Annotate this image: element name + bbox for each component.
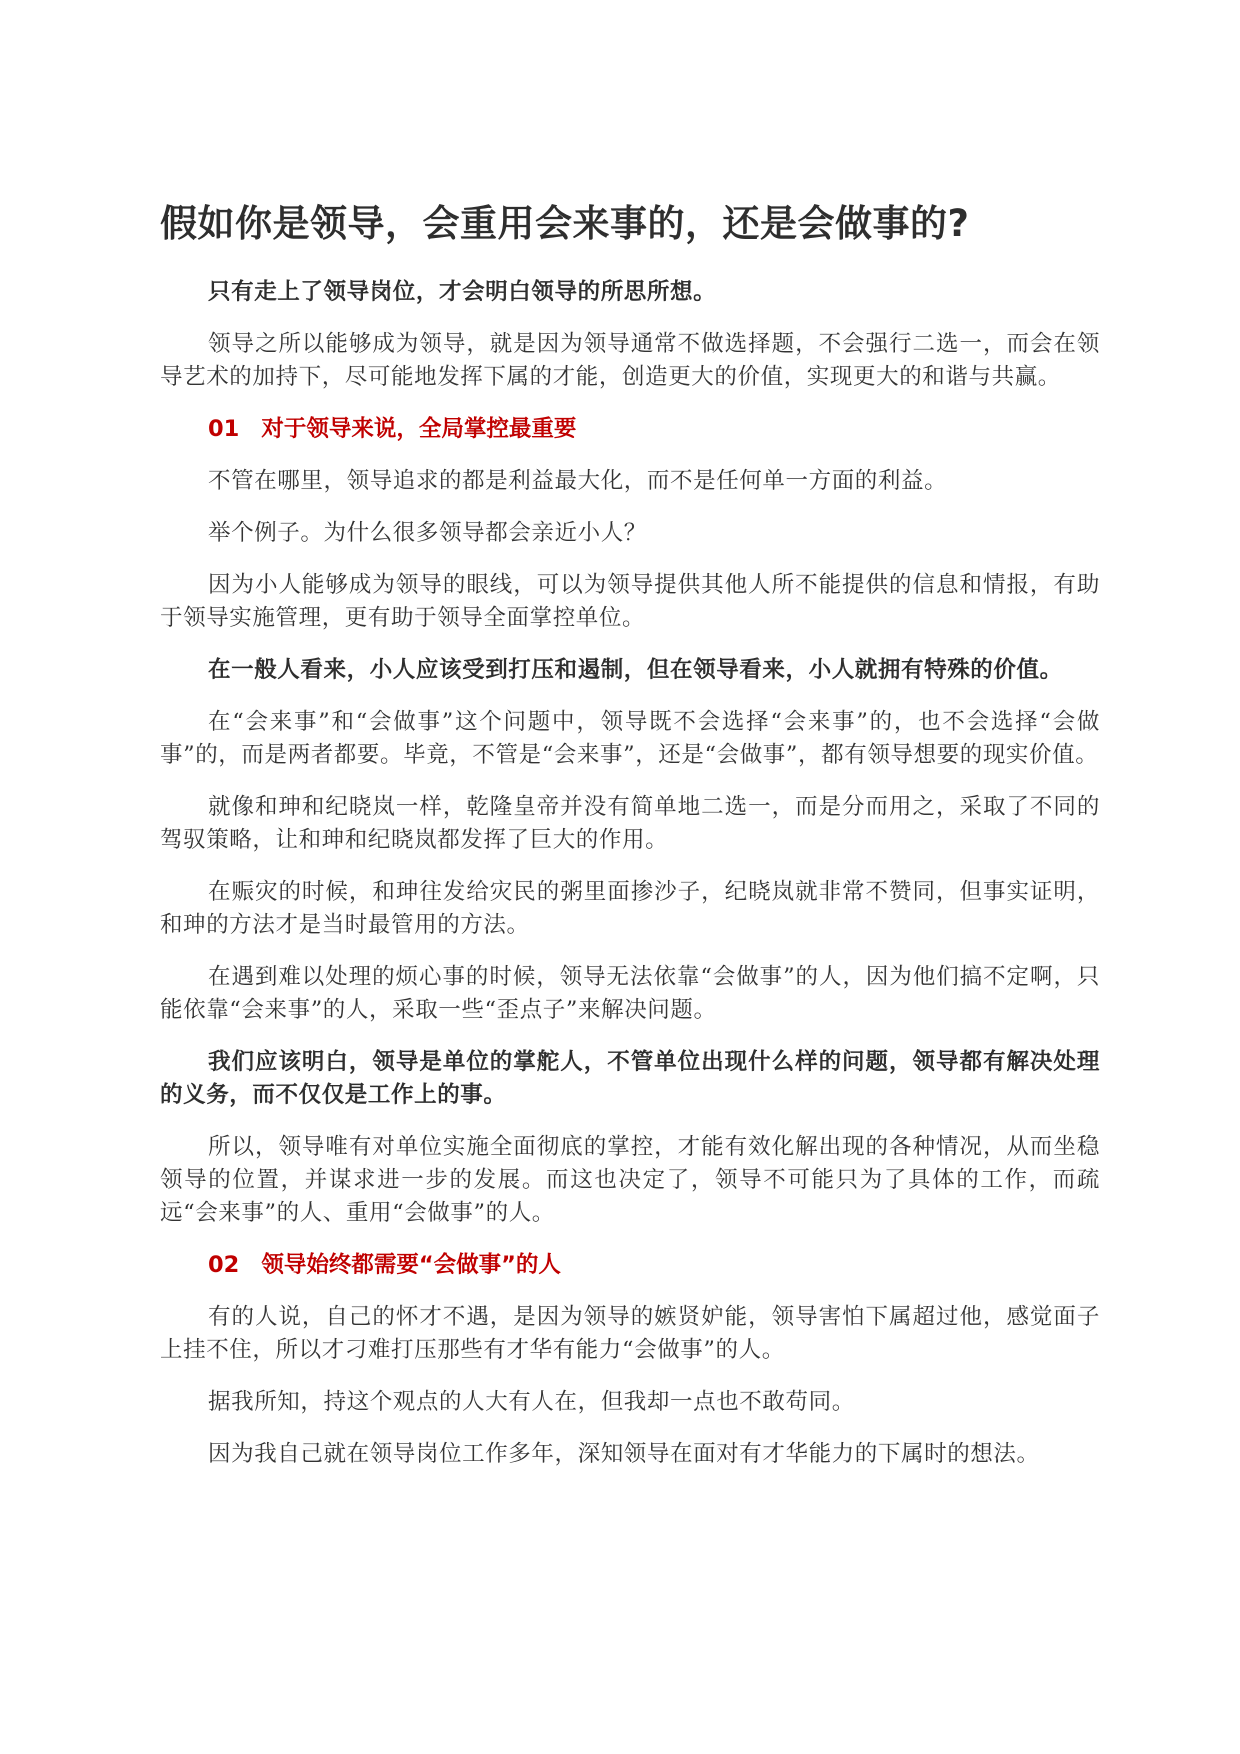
section-heading-text: 领导始终都需要“会做事”的人 bbox=[261, 1252, 561, 1278]
paragraph: 有的人说，自己的怀才不遇，是因为领导的嫉贤妒能，领导害怕下属超过他，感觉面子上挂不住，所以才刁难打压那些有才华有能力“会做事”的人。 bbox=[160, 1304, 1100, 1363]
section-heading-01 bbox=[160, 413, 1100, 446]
intro-paragraph: 领导之所以能够成为领导，就是因为领导通常不做选择题，不会强行二选一，而会在领导艺术的加持下，尽可能地发挥下属的才能，创造更大的价值，实现更大的和谐与共赢。 bbox=[160, 331, 1100, 390]
paragraph: 在“会来事”和“会做事”这个问题中，领导既不会选择“会来事”的，也不会选择“会做事”的，而是两者都要。毕竟，不管是“会来事”，还是“会做事”，都有领导想要的现实价值。 bbox=[160, 709, 1100, 768]
article bbox=[160, 200, 1100, 1490]
paragraph: 不管在哪里，领导追求的都是利益最大化，而不是任何单一方面的利益。 bbox=[208, 468, 948, 494]
section-heading-text: 对于领导来说，全局掌控最重要 bbox=[261, 416, 577, 442]
section-number: 02 bbox=[208, 1252, 240, 1278]
paragraph: 就像和珅和纪晓岚一样，乾隆皇帝并没有简单地二选一，而是分而用之，采取了不同的驾驭策略，让和珅和纪晓岚都发挥了巨大的作用。 bbox=[160, 794, 1100, 853]
paragraph: 举个例子。为什么很多领导都会亲近小人？ bbox=[208, 520, 647, 546]
paragraph: 所以，领导唯有对单位实施全面彻底的掌控，才能有效化解出现的各种情况，从而坐稳领导的位置，并谋求进一步的发展。而这也决定了，领导不可能只为了具体的工作，而疏远“会来事”的人、重用“会做事”的人。 bbox=[160, 1134, 1100, 1226]
paragraph: 据我所知，持这个观点的人大有人在，但我却一点也不敢苟同。 bbox=[208, 1389, 855, 1415]
article-title: 假如你是领导，会重用会来事的，还是会做事的? bbox=[160, 202, 970, 245]
bold-paragraph: 我们应该明白，领导是单位的掌舵人，不管单位出现什么样的问题，领导都有解决处理的义务，而不仅仅是工作上的事。 bbox=[160, 1049, 1100, 1108]
bold-paragraph: 在一般人看来，小人应该受到打压和遏制，但在领导看来，小人就拥有特殊的价值。 bbox=[208, 657, 1063, 683]
paragraph: 因为小人能够成为领导的眼线，可以为领导提供其他人所不能提供的信息和情报，有助于领导实施管理，更有助于领导全面掌控单位。 bbox=[160, 572, 1100, 631]
section-number: 01 bbox=[208, 416, 240, 442]
section-heading-02 bbox=[160, 1249, 1100, 1282]
paragraph: 因为我自己就在领导岗位工作多年，深知领导在面对有才华能力的下属时的想法。 bbox=[208, 1441, 1040, 1467]
paragraph: 在赈灾的时候，和珅往发给灾民的粥里面掺沙子，纪晓岚就非常不赞同，但事实证明，和珅的方法才是当时最管用的方法。 bbox=[160, 879, 1100, 938]
paragraph: 在遇到难以处理的烦心事的时候，领导无法依靠“会做事”的人，因为他们搞不定啊，只能依靠“会来事”的人，采取一些“歪点子”来解决问题。 bbox=[160, 964, 1100, 1023]
lead-paragraph: 只有走上了领导岗位，才会明白领导的所思所想。 bbox=[208, 279, 717, 305]
